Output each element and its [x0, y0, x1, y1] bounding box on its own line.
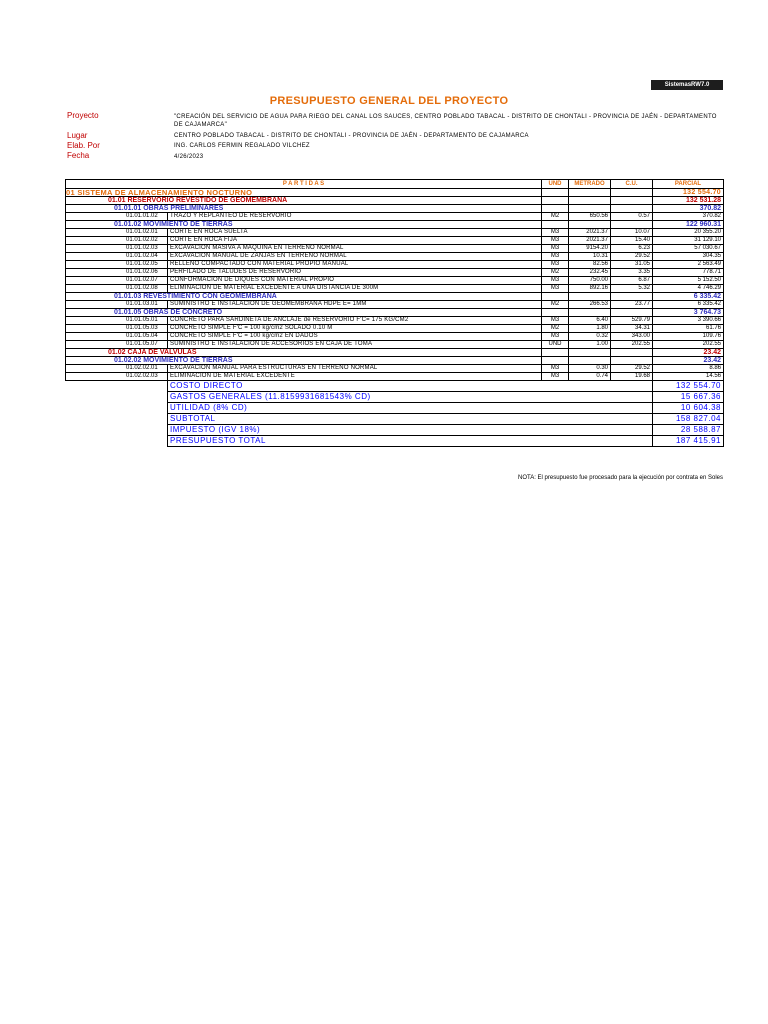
unit-cell: M2 — [542, 269, 569, 277]
partial-cell: 20 355.20 — [653, 229, 724, 237]
table-header-row — [66, 180, 724, 189]
summary-row — [66, 381, 724, 392]
item-description: EXCAVACIÓN MANUAL DE ZANJAS EN TERRENO NORMAL — [168, 253, 542, 261]
partial-cell: 2 563.49 — [653, 261, 724, 269]
table-row — [66, 237, 724, 245]
unit-cost-cell — [611, 293, 653, 301]
item-code: 01.01.03.01 — [66, 301, 168, 309]
metrado-cell: 82.56 — [569, 261, 611, 269]
group-title: 01.02.02 MOVIMIENTO DE TIERRAS — [66, 357, 542, 365]
item-code: 01.01.02.05 — [66, 261, 168, 269]
col-cu: C.U. — [611, 180, 653, 189]
table-row — [66, 333, 724, 341]
table-row — [66, 261, 724, 269]
unit-cell — [542, 221, 569, 229]
unit-cost-cell: 34.31 — [611, 325, 653, 333]
col-und: UND — [542, 180, 569, 189]
table-row — [66, 341, 724, 349]
proyecto-label: Proyecto — [67, 111, 99, 120]
item-code: 01.01.02.07 — [66, 277, 168, 285]
table-row — [66, 325, 724, 333]
item-description: RELLENO COMPACTADO CON MATERIAL PROPIO MANUAL — [168, 261, 542, 269]
summary-spacer — [66, 392, 168, 403]
metrado-cell: 892.16 — [569, 285, 611, 293]
item-code: 01.01.05.03 — [66, 325, 168, 333]
item-description: EXCAVACIÓN MASIVA A MAQUINA EN TERRENO NORMAL — [168, 245, 542, 253]
summary-label: COSTO DIRECTO — [168, 381, 653, 392]
unit-cost-cell: 0.57 — [611, 213, 653, 221]
unit-cell: M3 — [542, 373, 569, 381]
metrado-cell: 1.00 — [569, 341, 611, 349]
item-code: 01.01.02.04 — [66, 253, 168, 261]
partial-cell: 14.56 — [653, 373, 724, 381]
unit-cost-cell — [611, 221, 653, 229]
partial-cell: 132 531.28 — [653, 197, 724, 205]
summary-value: 158 827.04 — [653, 414, 724, 425]
metrado-cell — [569, 357, 611, 365]
unit-cell — [542, 357, 569, 365]
unit-cell: M3 — [542, 285, 569, 293]
table-row — [66, 373, 724, 381]
lugar-value: CENTRO POBLADO TABACAL - DISTRITO DE CHONTALI - PROVINCIA DE JAÉN - DEPARTAMENTO DE CAJAMARCA — [174, 133, 529, 139]
proyecto-value: "CREACIÓN DEL SERVICIO DE AGUA PARA RIEGO DEL CANAL LOS SAUCES, CENTRO POBLADO TABACAL - DISTRITO DE CHONTALI - PROVINCIA DE JAÉN - DEPARTAMENTO DE CAJAMARCA" — [174, 114, 717, 128]
item-description: CORTE EN ROCA FIJA — [168, 237, 542, 245]
table-row — [66, 285, 724, 293]
metrado-cell — [569, 349, 611, 357]
table-row — [66, 253, 724, 261]
partial-cell: 6 335.42 — [653, 301, 724, 309]
software-badge: SistemasRW7.0 — [651, 80, 723, 90]
partial-cell: 370.82 — [653, 213, 724, 221]
item-code: 01.01.05.01 — [66, 317, 168, 325]
partial-cell: 31 129.10 — [653, 237, 724, 245]
item-code: 01.01.02.01 — [66, 229, 168, 237]
elab-value: ING. CARLOS FERMIN REGALADO VILCHEZ — [174, 143, 310, 149]
unit-cell — [542, 293, 569, 301]
item-code: 01.02.02.01 — [66, 365, 168, 373]
item-description: EXCAVACIÓN MANUAL PARA ESTRUCTURAS EN TERRENO NORMAL — [168, 365, 542, 373]
unit-cost-cell — [611, 197, 653, 205]
summary-label: IMPUESTO (IGV 18%) — [168, 425, 653, 436]
table-row — [66, 245, 724, 253]
metrado-cell: 9154.20 — [569, 245, 611, 253]
table-row — [66, 365, 724, 373]
unit-cost-cell: 529.79 — [611, 317, 653, 325]
summary-value: 187 415.91 — [653, 436, 724, 447]
partial-cell: 3 764.73 — [653, 309, 724, 317]
partial-cell: 5 152.50 — [653, 277, 724, 285]
summary-spacer — [66, 381, 168, 392]
unit-cost-cell: 6.23 — [611, 245, 653, 253]
metrado-cell — [569, 221, 611, 229]
partial-cell: 6 335.42 — [653, 293, 724, 301]
unit-cell: M3 — [542, 277, 569, 285]
col-partidas: P A R T I D A S — [66, 180, 542, 189]
summary-spacer — [66, 425, 168, 436]
budget-table — [65, 179, 724, 447]
unit-cost-cell: 29.52 — [611, 253, 653, 261]
group-row — [66, 309, 724, 317]
partial-cell: 8.86 — [653, 365, 724, 373]
unit-cost-cell: 6.87 — [611, 277, 653, 285]
item-description: CORTE EN ROCA SUELTA — [168, 229, 542, 237]
footer-note: NOTA: El presupuesto fue procesado para la ejecución por contrata en Soles — [517, 475, 723, 481]
unit-cell: M3 — [542, 229, 569, 237]
group-title: 01.02 CAJA DE VALVULAS — [66, 349, 542, 357]
summary-label: GASTOS GENERALES (11.8159931681543% CD) — [168, 392, 653, 403]
summary-spacer — [66, 436, 168, 447]
col-metrado: METRADO — [569, 180, 611, 189]
unit-cost-cell — [611, 205, 653, 213]
item-description: CONCRETO SIMPLE F'C = 100 kg/cm2 SOLADO 0.10 M — [168, 325, 542, 333]
summary-label: UTILIDAD (8% CD) — [168, 403, 653, 414]
group-title: 01.01 RESERVORIO REVESTIDO DE GEOMEMBRANA — [66, 197, 542, 205]
metrado-cell: 6.40 — [569, 317, 611, 325]
metrado-cell: 10.31 — [569, 253, 611, 261]
table-row — [66, 301, 724, 309]
unit-cell: M3 — [542, 261, 569, 269]
unit-cost-cell: 5.32 — [611, 285, 653, 293]
group-title: 01 SISTEMA DE ALMACENAMIENTO NOCTURNO — [66, 189, 542, 197]
group-row — [66, 349, 724, 357]
item-description: TRAZO Y REPLANTEO DE RESERVORIO — [168, 213, 542, 221]
group-title: 01.01.05 OBRAS DE CONCRETO — [66, 309, 542, 317]
summary-value: 28 588.87 — [653, 425, 724, 436]
table-row — [66, 213, 724, 221]
group-title: 01.01.03 REVESTIMIENTO CON GEOMEMBRANA — [66, 293, 542, 301]
unit-cost-cell — [611, 309, 653, 317]
unit-cost-cell — [611, 189, 653, 197]
metrado-cell — [569, 293, 611, 301]
item-code: 01.01.05.04 — [66, 333, 168, 341]
table-row — [66, 229, 724, 237]
group-row — [66, 189, 724, 197]
summary-value: 132 554.70 — [653, 381, 724, 392]
metrado-cell — [569, 309, 611, 317]
summary-row — [66, 425, 724, 436]
metrado-cell — [569, 205, 611, 213]
summary-label: PRESUPUESTO TOTAL — [168, 436, 653, 447]
partial-cell: 132 554.70 — [653, 189, 724, 197]
summary-row — [66, 392, 724, 403]
group-title: 01.01.01 OBRAS PRELIMINARES — [66, 205, 542, 213]
group-row — [66, 293, 724, 301]
col-parcial: PARCIAL — [653, 180, 724, 189]
unit-cost-cell: 23.77 — [611, 301, 653, 309]
unit-cell: M2 — [542, 213, 569, 221]
partial-cell: 202.55 — [653, 341, 724, 349]
summary-spacer — [66, 403, 168, 414]
unit-cell: M3 — [542, 365, 569, 373]
unit-cell: M2 — [542, 301, 569, 309]
metrado-cell: 1.80 — [569, 325, 611, 333]
fecha-value: 4/26/2023 — [174, 154, 204, 160]
item-description: ELIMINACIÓN DE MATERIAL EXCEDENTE — [168, 373, 542, 381]
unit-cell — [542, 189, 569, 197]
unit-cost-cell: 343.00 — [611, 333, 653, 341]
item-code: 01.01.05.07 — [66, 341, 168, 349]
group-row — [66, 197, 724, 205]
metrado-cell: 2021.37 — [569, 237, 611, 245]
unit-cost-cell: 202.55 — [611, 341, 653, 349]
unit-cell: M3 — [542, 333, 569, 341]
unit-cost-cell: 3.35 — [611, 269, 653, 277]
metrado-cell: 232.45 — [569, 269, 611, 277]
item-code: 01.02.02.03 — [66, 373, 168, 381]
fecha-label: Fecha — [67, 151, 90, 160]
item-code: 01.01.02.08 — [66, 285, 168, 293]
unit-cost-cell: 19.68 — [611, 373, 653, 381]
summary-row — [66, 414, 724, 425]
unit-cell — [542, 205, 569, 213]
partial-cell: 304.35 — [653, 253, 724, 261]
partial-cell: 3 390.66 — [653, 317, 724, 325]
metrado-cell — [569, 197, 611, 205]
summary-value: 10 604.38 — [653, 403, 724, 414]
unit-cost-cell: 15.40 — [611, 237, 653, 245]
item-description: CONCRETO SIMPLE F'C = 100 kg/cm2 EN DADOS — [168, 333, 542, 341]
partial-cell: 57 030.67 — [653, 245, 724, 253]
unit-cell: M3 — [542, 253, 569, 261]
partial-cell: 23.42 — [653, 357, 724, 365]
table-row — [66, 317, 724, 325]
item-code: 01.01.01.02 — [66, 213, 168, 221]
summary-row — [66, 403, 724, 414]
partial-cell: 61.76 — [653, 325, 724, 333]
summary-row — [66, 436, 724, 447]
unit-cost-cell — [611, 349, 653, 357]
unit-cell: M2 — [542, 325, 569, 333]
item-description: SUMINISTRO E INSTALACIÓN DE ACCESORIOS EN CAJA DE TOMA — [168, 341, 542, 349]
lugar-label: Lugar — [67, 131, 88, 140]
item-description: CONFORMACIÓN DE DIQUES CON MATERIAL PROPIO — [168, 277, 542, 285]
summary-spacer — [66, 414, 168, 425]
partial-cell: 23.42 — [653, 349, 724, 357]
summary-label: SUBTOTAL — [168, 414, 653, 425]
partial-cell: 778.71 — [653, 269, 724, 277]
item-code: 01.01.02.06 — [66, 269, 168, 277]
metrado-cell: 0.74 — [569, 373, 611, 381]
metrado-cell: 266.53 — [569, 301, 611, 309]
metrado-cell: 2021.37 — [569, 229, 611, 237]
unit-cost-cell: 29.52 — [611, 365, 653, 373]
item-code: 01.01.02.03 — [66, 245, 168, 253]
partial-cell: 122 960.31 — [653, 221, 724, 229]
unit-cost-cell: 31.05 — [611, 261, 653, 269]
item-code: 01.01.02.02 — [66, 237, 168, 245]
unit-cell: M3 — [542, 237, 569, 245]
table-row — [66, 277, 724, 285]
unit-cell: M3 — [542, 317, 569, 325]
partial-cell: 109.76 — [653, 333, 724, 341]
table-row — [66, 269, 724, 277]
unit-cell — [542, 197, 569, 205]
item-description: CONCRETO PARA SARDINETA DE ANCLAJE de RESERVORIO F'C= 175 KG/CM2 — [168, 317, 542, 325]
unit-cost-cell: 10.07 — [611, 229, 653, 237]
unit-cell: UND — [542, 341, 569, 349]
metrado-cell: 0.32 — [569, 333, 611, 341]
partial-cell: 4 746.29 — [653, 285, 724, 293]
metrado-cell — [569, 189, 611, 197]
metrado-cell: 750.00 — [569, 277, 611, 285]
group-title: 01.01.02 MOVIMIENTO DE TIERRAS — [66, 221, 542, 229]
item-description: SUMINISTRO E INSTALACIÓN DE GEOMEMBRANA HDPE E= 1MM — [168, 301, 542, 309]
unit-cell — [542, 309, 569, 317]
group-row — [66, 221, 724, 229]
page-title: PRESUPUESTO GENERAL DEL PROYECTO — [269, 95, 509, 107]
item-description: PERFILADO DE TALUDES DE RESERVORIO — [168, 269, 542, 277]
group-row — [66, 205, 724, 213]
unit-cell — [542, 349, 569, 357]
unit-cell: M3 — [542, 245, 569, 253]
group-row — [66, 357, 724, 365]
summary-value: 15 667.36 — [653, 392, 724, 403]
item-description: ELIMINACIÓN DE MATERIAL EXCEDENTE A UNA DISTANCIA DE 300M — [168, 285, 542, 293]
unit-cost-cell — [611, 357, 653, 365]
elab-label: Elab. Por — [67, 141, 100, 150]
partial-cell: 370.82 — [653, 205, 724, 213]
metrado-cell: 650.56 — [569, 213, 611, 221]
metrado-cell: 0.30 — [569, 365, 611, 373]
